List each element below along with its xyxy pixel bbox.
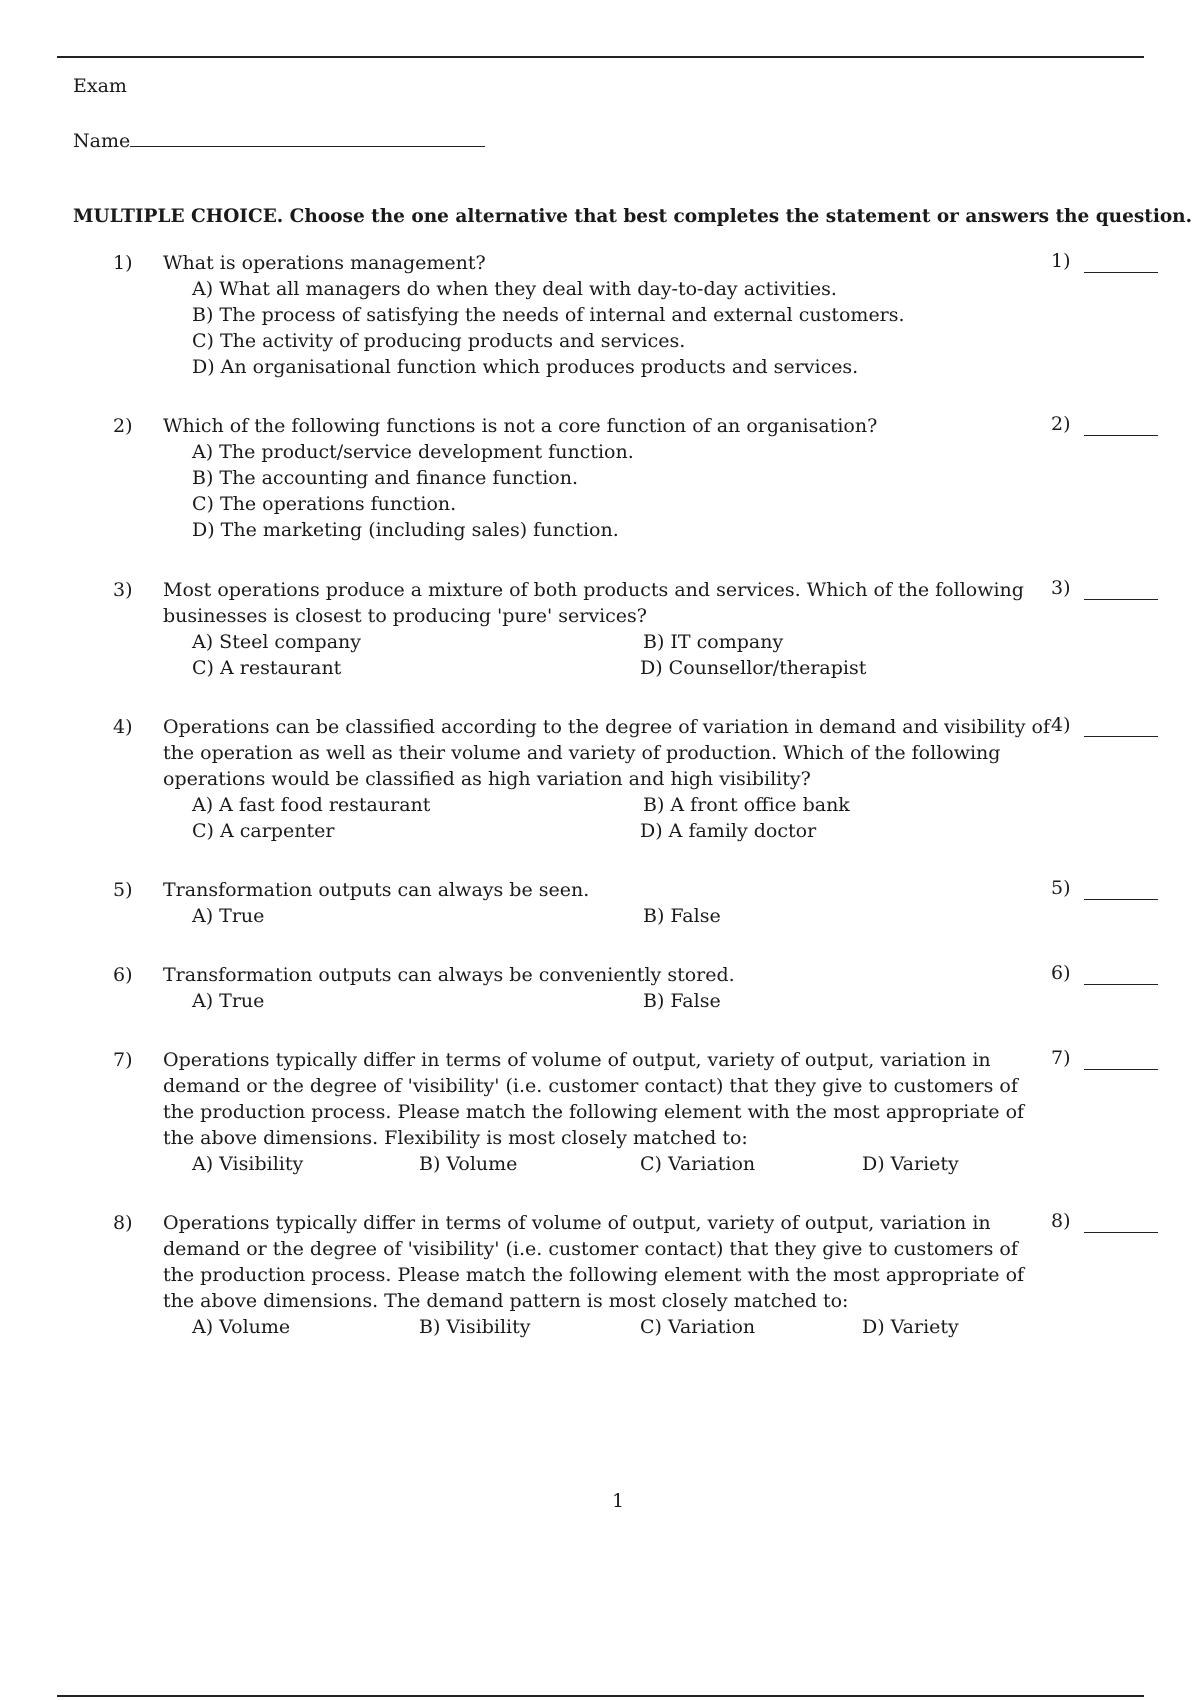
question-number: 7) [113,1049,133,1071]
answer-slot-number: 4) [1051,714,1071,736]
option-c[interactable]: C) A restaurant [192,657,342,679]
exam-title: Exam [73,75,127,97]
question-stem [113,413,1053,439]
option-b[interactable]: B) The process of satisfying the needs of internal and external customers. [192,304,905,326]
option-b[interactable]: B) IT company [643,631,784,653]
answer-blank[interactable] [1084,984,1158,985]
option-a[interactable]: A) What all managers do when they deal with day-to-day activities. [192,278,837,300]
option-b[interactable]: B) False [643,990,721,1012]
question-number: 8) [113,1212,133,1234]
question-number: 5) [113,879,133,901]
option-d[interactable]: D) The marketing (including sales) function. [192,519,619,541]
name-underline[interactable] [130,128,485,147]
option-d[interactable]: D) Counsellor/therapist [640,657,867,679]
question-number: 1) [113,252,133,274]
bottom-rule [57,1695,1144,1697]
option-c[interactable]: C) A carpenter [192,820,335,842]
question-stem [113,1047,1053,1151]
option-a[interactable]: A) The product/service development function. [192,441,634,463]
question-text: Transformation outputs can always be seen. [163,879,590,901]
answer-slot-number: 6) [1051,962,1071,984]
option-d[interactable]: D) Variety [862,1316,959,1338]
answer-blank[interactable] [1084,272,1158,273]
question-text: Which of the following functions is not a core function of an organisation? [163,415,878,437]
answer-slot-number: 2) [1051,413,1071,435]
question-stem [113,714,1053,792]
option-d[interactable]: D) An organisational function which produces products and services. [192,356,859,378]
option-a[interactable]: A) True [192,990,265,1012]
question-stem [113,577,1053,629]
option-b[interactable]: B) Volume [419,1153,518,1175]
answer-slot-number: 7) [1051,1047,1071,1069]
option-d[interactable]: D) Variety [862,1153,959,1175]
option-b[interactable]: B) Visibility [419,1316,531,1338]
name-field[interactable] [73,128,485,152]
answer-blank[interactable] [1084,899,1158,900]
answer-blank[interactable] [1084,1232,1158,1233]
option-b[interactable]: B) False [643,905,721,927]
question-text: Operations typically differ in terms of volume of output, variety of output, variation in demand or the degree of 'visibility' (i.e. customer contact) that they give to customers of the production process. Please match the following element with the most appropriate of the above dimensions. The demand pattern is most closely matched to: [163,1212,1025,1312]
question-text: Operations typically differ in terms of volume of output, variety of output, variation in demand or the degree of 'visibility' (i.e. customer contact) that they give to customers of the production process. Please match the following element with the most appropriate of the above dimensions. Flexibility is most closely matched to: [163,1049,1025,1149]
top-rule [57,56,1144,58]
answer-blank[interactable] [1084,1069,1158,1070]
question-number: 2) [113,415,133,437]
answer-slot-number: 8) [1051,1210,1071,1232]
question-stem [113,877,1053,903]
options-list [192,439,634,543]
option-a[interactable]: A) Steel company [192,631,361,653]
option-b[interactable]: B) A front office bank [643,794,850,816]
option-a[interactable]: A) Volume [192,1316,291,1338]
question-text: Operations can be classified according to the degree of variation in demand and visibility of the operation as well as their volume and variety of production. Which of the following operations would be classified as high variation and high visibility? [163,716,1050,790]
answer-slot-number: 5) [1051,877,1071,899]
options-list [192,276,905,380]
question-text: Transformation outputs can always be conveniently stored. [163,964,735,986]
answer-blank[interactable] [1084,435,1158,436]
answer-slot-number: 3) [1051,577,1071,599]
question-stem [113,250,1053,276]
question-stem [113,1210,1053,1314]
option-a[interactable]: A) A fast food restaurant [192,794,431,816]
question-number: 3) [113,579,133,601]
option-c[interactable]: C) Variation [640,1316,756,1338]
section-heading: MULTIPLE CHOICE. Choose the one alternative that best completes the statement or answers the question. [73,206,1193,227]
option-a[interactable]: A) Visibility [192,1153,304,1175]
page-number: 1 [612,1490,625,1512]
option-c[interactable]: C) The activity of producing products and services. [192,330,686,352]
option-d[interactable]: D) A family doctor [640,820,817,842]
question-number: 6) [113,964,133,986]
answer-slot-number: 1) [1051,250,1071,272]
name-label: Name [73,130,131,152]
option-c[interactable]: C) The operations function. [192,493,457,515]
question-text: Most operations produce a mixture of both products and services. Which of the following businesses is closest to producing 'pure' services? [163,579,1024,627]
option-b[interactable]: B) The accounting and finance function. [192,467,579,489]
question-text: What is operations management? [163,252,486,274]
question-stem [113,962,1053,988]
answer-blank[interactable] [1084,599,1158,600]
answer-blank[interactable] [1084,736,1158,737]
option-a[interactable]: A) True [192,905,265,927]
option-c[interactable]: C) Variation [640,1153,756,1175]
question-number: 4) [113,716,133,738]
